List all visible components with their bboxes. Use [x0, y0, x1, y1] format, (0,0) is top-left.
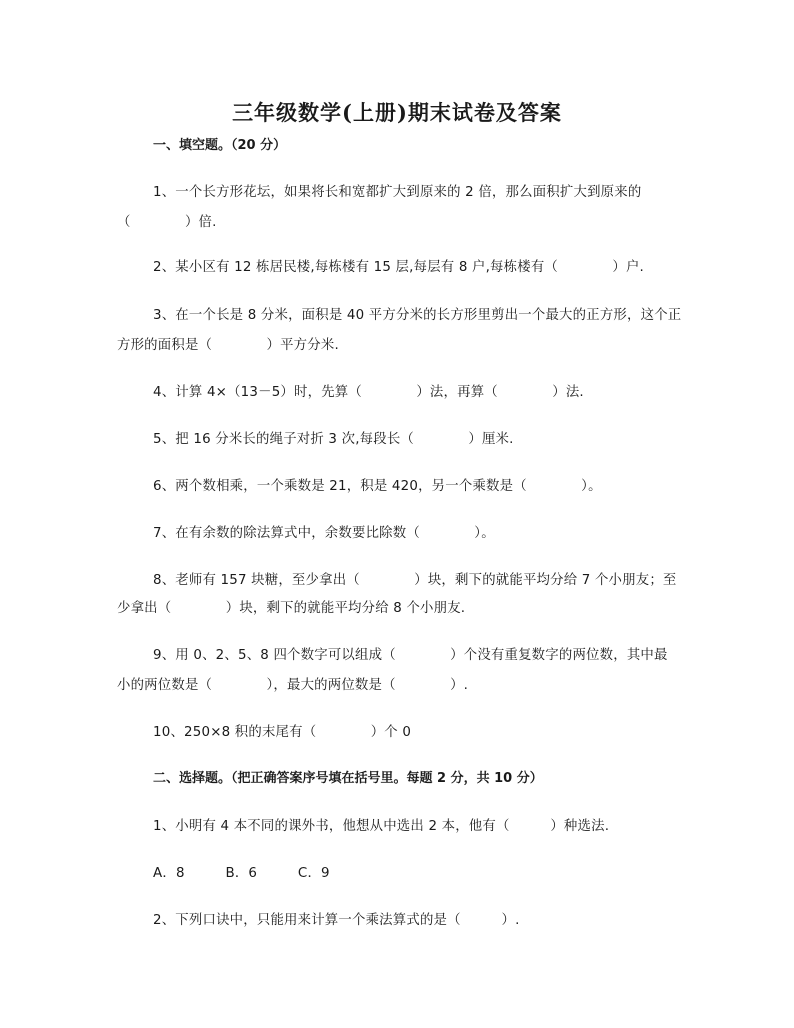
section-1-heading: 一、填空题。（20 分） — [153, 138, 287, 153]
question-4: 4、计算 4×（13－5）时，先算（ ）法，再算（ ）法. — [153, 385, 584, 400]
page-title: 三年级数学(上册)期末试卷及答案 — [232, 100, 562, 125]
question-8-line-1: 8、老师有 157 块糖，至少拿出（ ）块，剩下的就能平均分给 7 个小朋友；至 — [153, 573, 677, 588]
question-7: 7、在有余数的除法算式中，余数要比除数（ ）。 — [153, 526, 495, 541]
question-9-line-1: 9、用 0、2、5、8 四个数字可以组成（ ）个没有重复数字的两位数，其中最 — [153, 648, 668, 663]
choice-question-1: 1、小明有 4 本不同的课外书，他想从中选出 2 本，他有（ ）种选法. — [153, 819, 610, 834]
choice-question-1-options: A．8 B．6 C．9 — [153, 866, 330, 881]
question-3-line-2: 方形的面积是（ ）平方分米. — [117, 338, 339, 353]
question-8-line-2: 少拿出（ ）块，剩下的就能平均分给 8 个小朋友. — [117, 601, 466, 616]
question-9-line-2: 小的两位数是（ ），最大的两位数是（ ）. — [117, 678, 469, 693]
question-5: 5、把 16 分米长的绳子对折 3 次,每段长（ ）厘米. — [153, 432, 514, 447]
section-2-heading: 二、选择题。（把正确答案序号填在括号里。每题 2 分，共 10 分） — [153, 771, 543, 786]
choice-question-2: 2、下列口诀中，只能用来计算一个乘法算式的是（ ）. — [153, 913, 520, 928]
question-1-line-1: 1、一个长方形花坛，如果将长和宽都扩大到原来的 2 倍，那么面积扩大到原来的 — [153, 185, 642, 200]
question-6: 6、两个数相乘，一个乘数是 21，积是 420，另一个乘数是（ ）。 — [153, 479, 602, 494]
question-2: 2、某小区有 12 栋居民楼,每栋楼有 15 层,每层有 8 户,每栋楼有（ ）户. — [153, 260, 645, 275]
question-10: 10、250×8 积的末尾有（ ）个 0 — [153, 725, 412, 740]
question-1-line-2: （ ）倍. — [117, 215, 217, 230]
question-3-line-1: 3、在一个长是 8 分米，面积是 40 平方分米的长方形里剪出一个最大的正方形，这个正 — [153, 308, 682, 323]
